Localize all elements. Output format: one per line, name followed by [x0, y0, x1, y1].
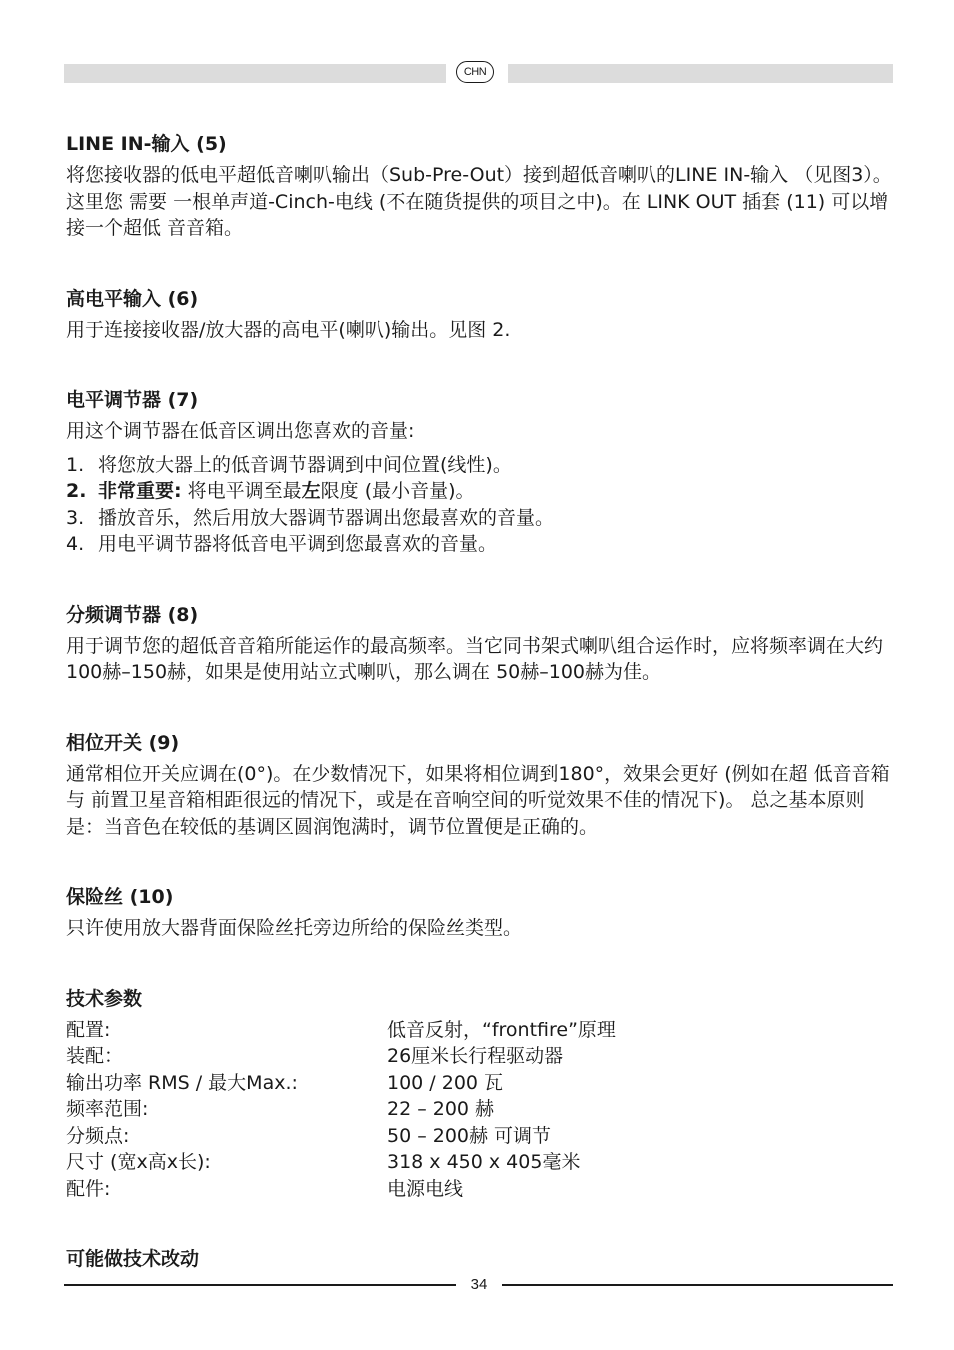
section-level-control: [66, 386, 894, 558]
step-number: 4.: [66, 533, 85, 555]
step-text: 将电平调至最: [181, 480, 302, 502]
spec-value: 50 – 200赫 可调节: [387, 1124, 552, 1147]
step-number: 2.: [66, 480, 87, 502]
section-text: 通常相位开关应调在(0°)。在少数情况下，如果将相位调到180°，效果会更好 (例如在超 低音音箱与 前置卫星音箱相距很远的情况下，或是在音响空间的听觉效果不佳的情况下)。 总之基本原则是：当音色在较低的基调区圆润饱满时，调节位置便是正确的。: [66, 762, 890, 838]
section-title: 分频调节器 (8): [66, 603, 199, 626]
step-text: 将您放大器上的低音调节器调到中间位置(线性)。: [98, 453, 512, 476]
section-title: LINE IN-输入 (5): [66, 133, 227, 155]
specs-table: [66, 1017, 894, 1203]
language-badge: CHN: [456, 61, 494, 83]
section-title: 高电平输入 (6): [66, 287, 199, 310]
section-intro: 用这个调节器在低音区调出您喜欢的音量:: [66, 420, 415, 442]
page-content: [66, 130, 894, 1316]
spec-label: 配件:: [66, 1177, 111, 1200]
section-specs: [66, 985, 894, 1203]
list-item: [66, 505, 894, 532]
section-line-in: [66, 130, 894, 242]
spec-value: 22 – 200 赫: [387, 1098, 495, 1120]
step-number: 3.: [66, 506, 85, 529]
section-title: 电平调节器 (7): [66, 389, 199, 411]
section-phase-switch: [66, 729, 894, 841]
footer-rule-left: [64, 1284, 456, 1286]
spec-value: 26厘米长行程驱动器: [387, 1045, 564, 1067]
section-crossover: [66, 601, 894, 686]
footer-rule-right: [502, 1284, 893, 1286]
spec-value: 电源电线: [387, 1177, 464, 1200]
list-item: [66, 531, 894, 558]
header-bar-right: [508, 64, 893, 83]
spec-label: 输出功率 RMS / 最大Max.:: [66, 1071, 298, 1094]
section-high-level-input: [66, 285, 894, 344]
spec-value: 低音反射，“frontfire”原理: [387, 1018, 616, 1041]
list-item: [66, 452, 894, 479]
step-emphasis-word: 左: [301, 480, 321, 502]
step-text: 用电平调节器将低音电平调到您最喜欢的音量。: [98, 533, 498, 555]
section-text: 将您接收器的低电平超低音喇叭输出（Sub-Pre-Out）接到超低音喇叭的LINE IN-输入 （见图3）。这里您 需要 一根单声道-Cinch-电线 (不在随货提供的项目之中)。在 LINK OUT 插套 (11) 可以增接一个超低 音音箱。: [66, 164, 892, 239]
step-number: 1.: [66, 453, 85, 476]
spec-label: 装配：: [66, 1045, 124, 1067]
spec-label: 配置:: [66, 1018, 111, 1041]
section-title: 技术参数: [66, 987, 143, 1010]
notice-title: 可能做技术改动: [66, 1248, 200, 1270]
spec-label: 分频点:: [66, 1124, 130, 1147]
list-item: [66, 478, 894, 505]
spec-value: 100 / 200 瓦: [387, 1071, 504, 1094]
step-text: 播放音乐，然后用放大器调节器调出您最喜欢的音量。: [98, 506, 555, 529]
section-title: 相位开关 (9): [66, 731, 180, 754]
step-text-continued: 限度 (最小音量)。: [320, 480, 475, 502]
section-title: 保险丝 (10): [66, 886, 174, 908]
page-number: 34: [470, 1276, 488, 1293]
section-fuse: [66, 883, 894, 942]
section-text: 用于连接接收器/放大器的高电平(喇叭)输出。见图 2.: [66, 318, 511, 341]
section-notice: [66, 1245, 894, 1273]
section-text: 用于调节您的超低音音箱所能运作的最高频率。当它同书架式喇叭组合运作时，应将频率调在大约 100赫–150赫，如果是使用站立式喇叭，那么调在 50赫–100赫为佳。: [66, 634, 884, 683]
steps-list: [66, 452, 894, 558]
step-emphasis: 非常重要:: [98, 480, 182, 502]
spec-label: 尺寸 (宽x高x长):: [66, 1151, 211, 1173]
header-bar-left: [64, 64, 446, 83]
spec-label: 频率范围:: [66, 1098, 149, 1120]
section-text: 只许使用放大器背面保险丝托旁边所给的保险丝类型。: [66, 917, 523, 939]
spec-value: 318 x 450 x 405毫米: [387, 1151, 581, 1173]
